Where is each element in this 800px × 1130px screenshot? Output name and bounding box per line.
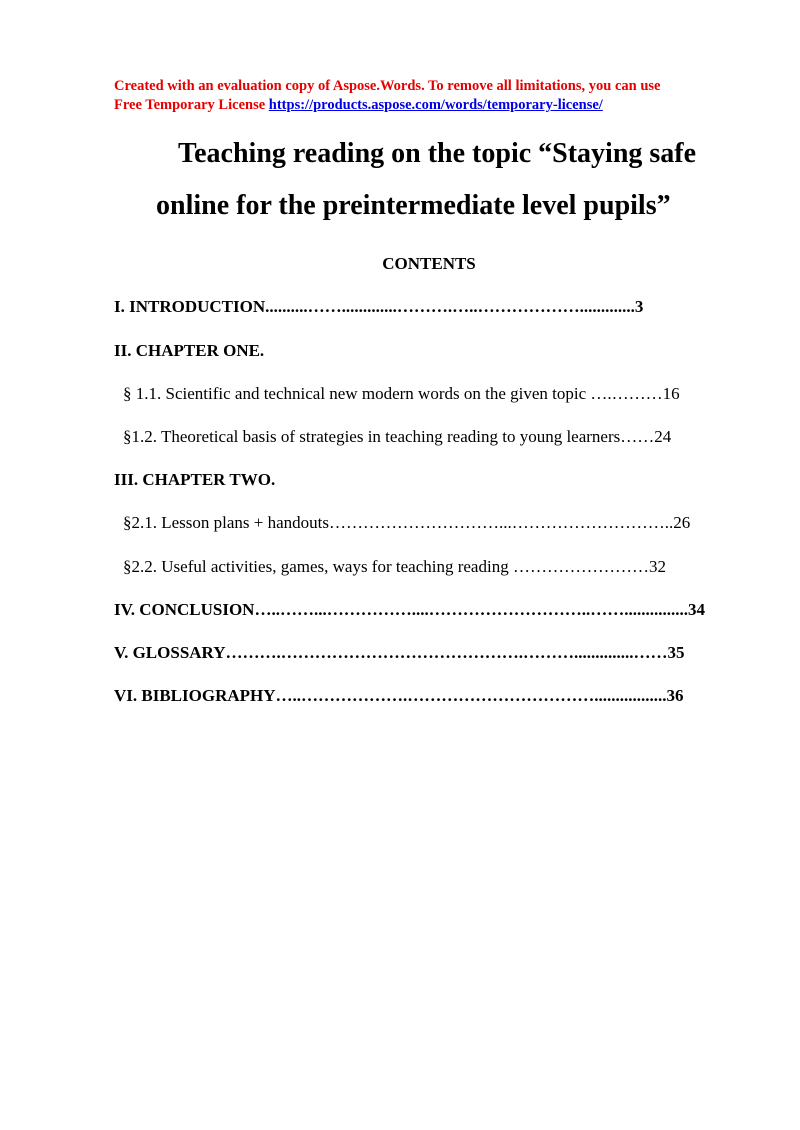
license-link[interactable]: https://products.aspose.com/words/temporary-license/: [268, 97, 603, 113]
toc-entry-conclusion: IV. CONCLUSION…..……...……………....………………………..……...............34: [114, 600, 705, 619]
evaluation-notice-line2: [114, 96, 754, 115]
document-title: [120, 128, 760, 232]
toc-entry-section-2-1: §2.1. Lesson plans + handouts…………………………...………………………..26: [123, 513, 691, 532]
license-label: Free Temporary License: [114, 97, 269, 113]
contents-heading: CONTENTS: [382, 254, 476, 273]
toc-entry-section-1-2: §1.2. Theoretical basis of strategies in teaching reading to young learners……24: [123, 427, 672, 446]
toc-entry-chapter-one: II. CHAPTER ONE.: [114, 341, 265, 360]
toc-entry-introduction: I. INTRODUCTION..........…….............……….…..……………….............3: [114, 297, 644, 316]
title-line-2: online for the preintermediate level pupils”: [156, 190, 671, 221]
toc-entry-chapter-two: III. CHAPTER TWO.: [114, 470, 276, 489]
toc-entry-bibliography: VI. BIBLIOGRAPHY…..……………….…………………………….................36: [114, 686, 684, 705]
title-line-1: Teaching reading on the topic “Staying safe: [178, 138, 697, 169]
evaluation-notice: [114, 77, 754, 115]
evaluation-notice-line1: Created with an evaluation copy of Aspose.Words. To remove all limitations, you can use: [114, 78, 661, 94]
toc-entry-glossary: V. GLOSSARY……….…………………………………….………..............……35: [114, 643, 685, 662]
toc-entry-section-2-2: §2.2. Useful activities, games, ways for teaching reading ……………………32: [123, 557, 666, 576]
toc-entry-section-1-1: § 1.1. Scientific and technical new modern words on the given topic ….………16: [123, 384, 680, 403]
